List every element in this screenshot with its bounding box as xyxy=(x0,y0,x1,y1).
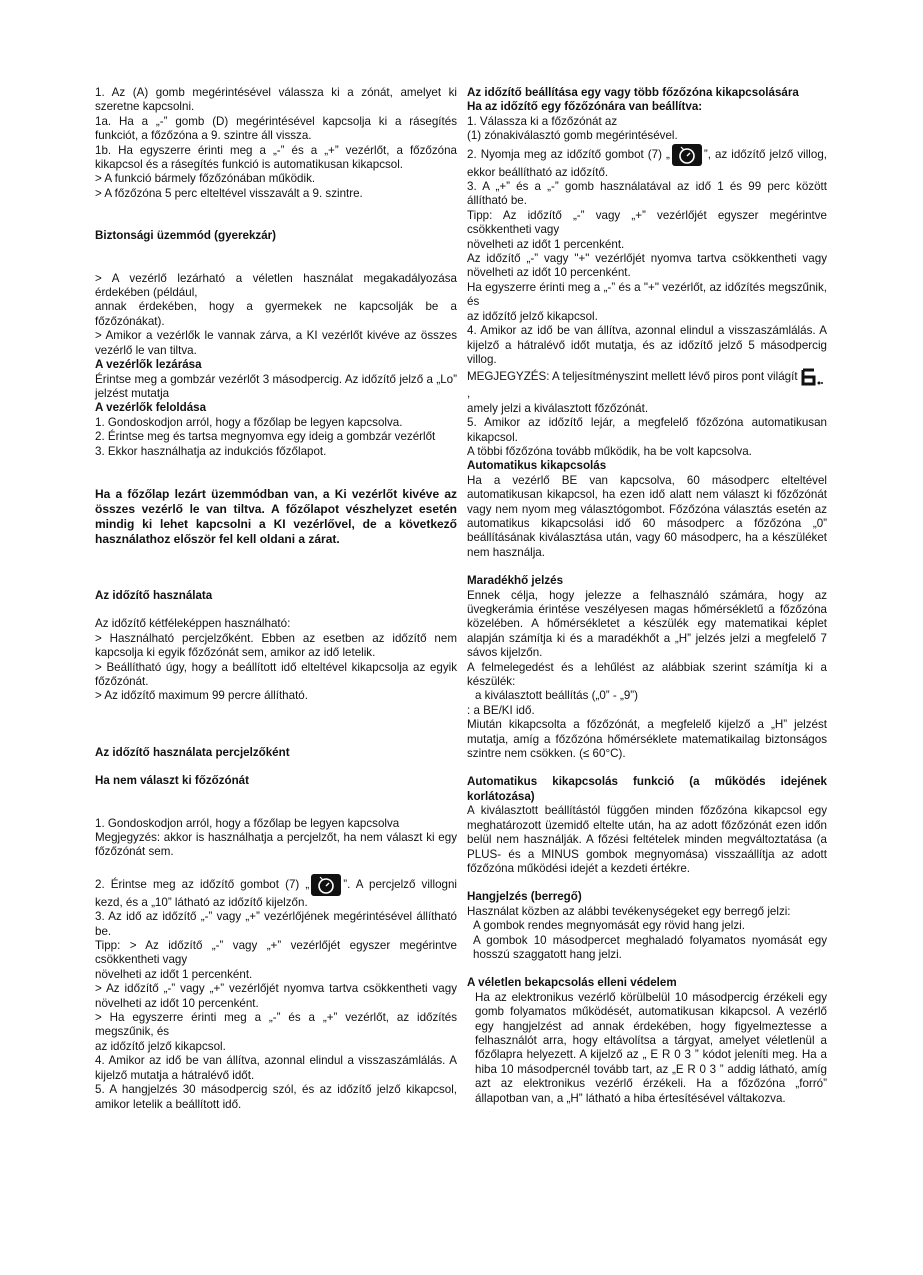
list-item: 3. A „+” és a „-” gomb használatával az idő 1 és 99 perc között állítható be. xyxy=(467,180,827,208)
list-item: 5. Amikor az időzítő lejár, a megfelelő főzőzóna automatikusan kikapcsol. xyxy=(467,416,827,444)
paragraph: A kiválasztott beállítástól függően minden főzőzóna kikapcsol egy meghatározott üzemidő eltelte után, ha az adott főzőzónát ezen időn belül nem használják. A főzési feltételek minden megváltoztatása (a PLUS- és a MINUS gombok megnyomása) visszaállítja az adott főzőzóna működési idejét a kezdeti értékre. xyxy=(467,804,827,875)
list-item: 3. Az idő az időzítő „-” vagy „+” vezérlőjének megérintésével állítható be. xyxy=(95,910,457,938)
left-column xyxy=(95,86,457,1112)
paragraph: Tipp: Az időzítő „-” vagy „+” vezérlőjét egyszer megérintve csökkentheti vagy xyxy=(467,208,827,237)
paragraph: A felmelegedést és a lehűlést az alábbiak szerint számítja ki a készülék: xyxy=(467,660,827,689)
list-item: 4. Amikor az idő be van állítva, azonnal elindul a visszaszámlálás. A kijelző a hátralévő időt mutatja, és az időzítő jelző 5 másodpercig villog. xyxy=(467,324,827,366)
paragraph: növelheti az időt 1 percenként. xyxy=(95,967,253,981)
text: ”, az időzítő jelző villog, ekkor beállítható az időzítő. xyxy=(467,147,827,179)
text: ”. A percjelző villogni kezd, és a „10” látható az időzítő kijelzőn. xyxy=(95,877,457,909)
heading-minute-minder: Az időzítő használata percjelzőként xyxy=(95,745,290,759)
list-item: : a BE/KI idő. xyxy=(467,703,535,717)
paragraph: növelheti az időt 1 percenként. xyxy=(467,237,625,251)
heading-lock-controls: A vezérlők lezárása xyxy=(95,358,202,372)
timer-icon xyxy=(311,874,341,896)
paragraph: Használat közben az alábbi tevékenységeket egy berregő jelzi: xyxy=(467,904,791,918)
paragraph: (1) zónakiválasztó gomb megérintésével. xyxy=(467,129,678,143)
timer-icon xyxy=(672,144,702,166)
paragraph: 1b. Ha egyszerre érinti meg a „-” és a „+” vezérlőt, a főzőzóna kikapcsol és a rásegítés funkció is automatikusan kikapcsol. xyxy=(95,143,457,172)
segment-display-dot-icon xyxy=(801,367,825,387)
heading-timer-setting: Az időzítő beállítása egy vagy több főzőzóna kikapcsolására xyxy=(467,86,799,99)
warning-paragraph: Ha a főzőlap lezárt üzemmódban van, a Ki vezérlőt kivéve az összes vezérlő le van tiltva. A főzőlapot vészhelyzet esetén mindig ki lehet kapcsolni a KI vezérlővel, de a következő használathoz először fel kell oldani a zárat. xyxy=(95,486,457,546)
list-item: A gombok 10 másodpercet meghaladó folyamatos nyomását egy hosszú szaggatott hang jelzi. xyxy=(473,933,827,961)
paragraph: Miután kikapcsolta a főzőzónát, a megfelelő kijelző a „H” jelzést mutatja, amíg a főzőzóna hőmérséklete matematikailag biztonságos szintre nem csökken. (≤ 60°C). xyxy=(467,718,827,761)
paragraph: > A főzőzóna 5 perc elteltével visszavált a 9. szintre. xyxy=(95,186,363,200)
heading-accidental-protection: A véletlen bekapcsolás elleni védelem xyxy=(467,976,677,990)
paragraph: > A funkció bármely főzőzónában működik. xyxy=(95,172,316,186)
heading-auto-off: Automatikus kikapcsolás xyxy=(467,459,607,473)
list-item: 1. Válassza ki a főzőzónát az xyxy=(467,114,618,128)
paragraph: annak érdekében, hogy a gyermekek ne kapcsolják be a főzőzónákat). xyxy=(95,300,457,328)
heading-safety-mode: Biztonsági üzemmód (gyerekzár) xyxy=(95,229,277,243)
paragraph: amely jelzi a kiválasztott főzőzónát. xyxy=(467,401,649,415)
heading-buzzer: Hangjelzés (berregő) xyxy=(467,890,582,904)
list-item xyxy=(95,874,457,910)
text: , xyxy=(467,387,471,401)
paragraph xyxy=(467,367,827,387)
paragraph: az időzítő jelző kikapcsol. xyxy=(467,309,598,323)
paragraph: > Az időzítő „-” vagy „+” vezérlőjét nyomva tartva csökkentheti vagy növelheti az időt 10 percenként. xyxy=(95,982,457,1010)
paragraph: > Ha egyszerre érinti meg a „-” és a „+” vezérlőt, az időzítés megszűnik, és xyxy=(95,1011,457,1039)
text: MEGJEGYZÉS: A teljesítményszint mellett lévő piros pont világít xyxy=(467,370,798,384)
paragraph: Megjegyzés: akkor is használhatja a percjelzőt, ha nem választ ki egy főzőzónát sem. xyxy=(95,831,457,859)
paragraph: > Az időzítő maximum 99 percre állítható. xyxy=(95,689,308,703)
paragraph: > Használható percjelzőként. Ebben az esetben az időzítő nem kapcsolja ki egyik főzőzónát sem, amikor az idő letelik. xyxy=(95,631,457,660)
heading-residual-heat: Maradékhő jelzés xyxy=(467,574,564,588)
paragraph: > A vezérlő lezárható a véletlen használat megakadályozása érdekében (például, xyxy=(95,271,457,300)
paragraph: az időzítő jelző kikapcsol. xyxy=(95,1039,226,1053)
list-item: 3. Ekkor használhatja az indukciós főzőlapot. xyxy=(95,444,327,458)
right-column xyxy=(467,86,827,1106)
list-item: 2. Érintse meg és tartsa megnyomva egy ideig a gombzár vezérlőt xyxy=(95,430,436,444)
list-item: a kiválasztott beállítás („0” - „9”) xyxy=(475,689,639,703)
paragraph: > Amikor a vezérlők le vannak zárva, a KI vezérlőt kivéve az összes vezérlő le van tiltva. xyxy=(95,329,457,357)
paragraph: Ha egyszerre érinti meg a „-” és a "+" vezérlőt, az időzítés megszűnik, és xyxy=(467,280,827,309)
paragraph: > Beállítható úgy, hogy a beállított idő elteltével kikapcsolja az egyik főzőzónát. xyxy=(95,660,457,688)
list-item xyxy=(467,144,827,180)
paragraph: A többi főzőzóna tovább működik, ha be volt kapcsolva. xyxy=(467,444,752,458)
paragraph: 1. Az (A) gomb megérintésével válassza ki a zónát, amelyet ki szeretne kapcsolni. xyxy=(95,86,457,114)
text: 2. Érintse meg az időzítő gombot (7) „ xyxy=(95,877,310,891)
heading-timer-usage: Az időzítő használata xyxy=(95,588,213,602)
heading-unlock-controls: A vezérlők feloldása xyxy=(95,401,207,415)
list-item: 4. Amikor az idő be van állítva, azonnal elindul a visszaszámlálás. A kijelző mutatja a hátralévő időt. xyxy=(95,1054,457,1082)
paragraph: Tipp: > Az időzítő „-” vagy „+” vezérlőjét egyszer megérintve csökkentheti vagy xyxy=(95,939,457,967)
heading-operation-limit: Automatikus kikapcsolás funkció (a működés idejének korlátozása) xyxy=(467,775,827,803)
text: 2. Nyomja meg az időzítő gombot (7) „ xyxy=(467,147,670,161)
paragraph: Ha az elektronikus vezérlő körülbelül 10 másodpercig érzékeli egy gomb folyamatos működését, automatikusan kikapcsol. A vezérlő egy hangjelzést ad annak érdekében, hogy figyelmeztesse a felhasználót arra, hogy eltávolítsa a tárgyat, amelyet véletlenül a főzőlapra helyezett. A kijelző az „ E R 0 3 ” kódot jeleníti meg. Ha a hiba 10 másodpercnél tovább tart, az „E R 0 3 ” addig látható, amíg azt az elektronikus vezérlő érzékeli. Ha a főzőzóna „forró” állapotban van, a „H” látható a hiba értesítésével váltakozva. xyxy=(475,990,827,1105)
list-item: 1. Gondoskodjon arról, hogy a főzőlap be legyen kapcsolva. xyxy=(95,415,403,429)
paragraph: 1a. Ha a „-” gomb (D) megérintésével kapcsolja ki a rásegítés funkciót, a főzőzóna a 9. szintre áll vissza. xyxy=(95,114,457,143)
list-item: 1. Gondoskodjon arról, hogy a főzőlap be legyen kapcsolva xyxy=(95,816,400,830)
heading-no-zone: Ha nem választ ki főzőzónát xyxy=(95,774,249,788)
paragraph: Ha a vezérlő BE van kapcsolva, 60 másodperc elteltével automatikusan kikapcsol, ha ezen idő alatt nem választ ki főzőzónát vagy nem nyom meg választógombot. Főzőzóna választás esetén az automatikus kikapcsolási idő 60 másodperc a főzőzóna „0” beállításának kiválasztása után, vagy 60 másodperc, ha a készüléket nem használja. xyxy=(467,473,827,559)
list-item: A gombok rendes megnyomását egy rövid hang jelzi. xyxy=(473,919,745,933)
subheading-one-zone: Ha az időzítő egy főzőzónára van beállítva: xyxy=(467,100,703,114)
paragraph: Az időzítő „-” vagy "+" vezérlőjét nyomva tartva csökkentheti vagy növelheti az időt 10 percenként. xyxy=(467,252,827,280)
paragraph: Az időzítő kétféleképpen használható: xyxy=(95,617,291,631)
paragraph: Ennek célja, hogy jelezze a felhasználó számára, hogy az üvegkerámia érintése veszélyesen magas hőmérsékletű a főzőzóna közelében. A hőmérsékletet a készülék egy matematikai képlet alapján számítja ki és a maradékhőt a „H” jelzés jelzi a megfelelő 7 sávos kijelzőn. xyxy=(467,588,827,660)
list-item: 5. A hangjelzés 30 másodpercig szól, és az időzítő jelző kikapcsol, amikor letelik a beállított idő. xyxy=(95,1083,457,1111)
paragraph: Érintse meg a gombzár vezérlőt 3 másodpercig. Az időzítő jelző a „Lo” jelzést mutatja xyxy=(95,372,457,400)
